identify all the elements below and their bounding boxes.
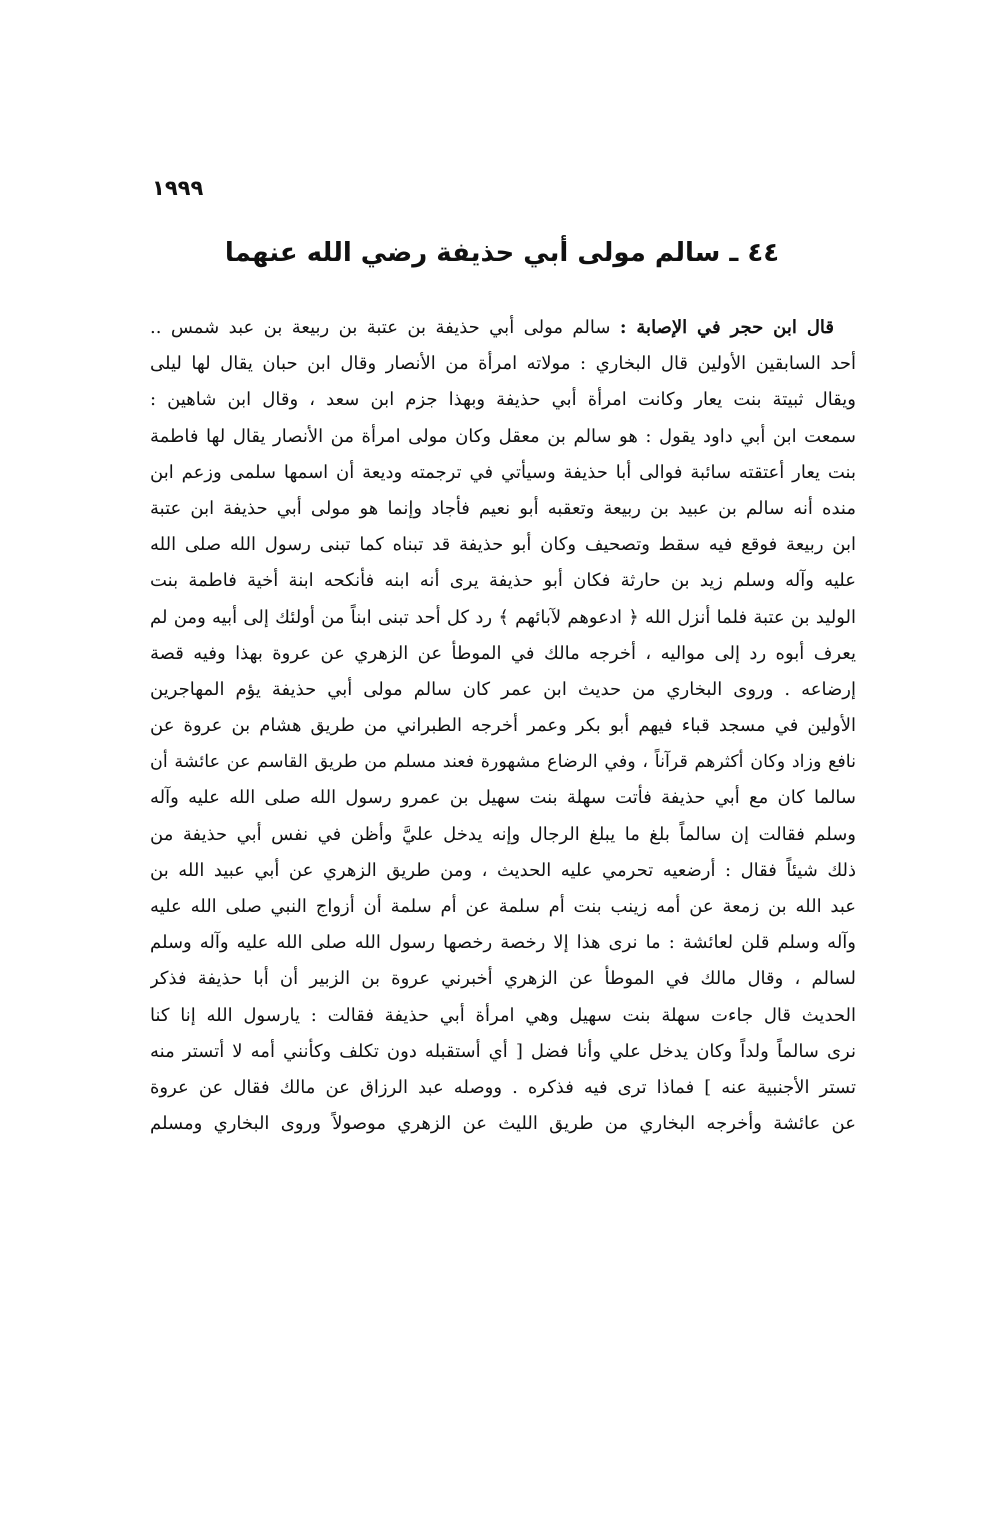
text-line: عبد الله بن زمعة عن أمه زينب بنت أم سلمة عن أم سلمة أن أزواج النبي صلى الله عليه bbox=[150, 896, 856, 917]
text-line: عن عائشة وأخرجه البخاري من طريق الليث عن الزهري موصولاً وروى البخاري ومسلم bbox=[150, 1113, 856, 1135]
citation-lead: قال ابن حجر في الإصابة : bbox=[619, 317, 834, 338]
text-line: قال ابن حجر في الإصابة : سالم مولى أبي حذيفة بن عتبة بن ربيعة بن عبد شمس .. bbox=[150, 317, 834, 338]
text-line: سمعت ابن أبي داود يقول : هو سالم بن معقل وكان مولى امرأة من الأنصار يقال لها فاطمة bbox=[150, 425, 856, 447]
text-line: نافع وزاد وكان أكثرهم قرآناً ، وفي الرضاع مشهورة فعند مسلم من طريق القاسم عن عائشة أن bbox=[150, 752, 856, 773]
text-line: نرى سالماً ولداً وكان يدخل علي وأنا فضل [ أي أستقبله دون تكلف وكأنني أمه لا أتستر منه bbox=[150, 1040, 856, 1062]
text-line: يعرف أبوه رد إلى مواليه ، أخرجه مالك في الموطأ عن الزهري عن عروة بهذا وفيه قصة bbox=[150, 642, 856, 664]
text-line: لسالم ، وقال مالك في الموطأ عن الزهري أخبرني عروة بن الزبير أن أبا حذيفة فذكر bbox=[150, 968, 856, 990]
page-number: ١٩٩٩ bbox=[152, 176, 204, 200]
text-line: بنت يعار أعتقته سائبة فوالى أبا حذيفة وسيأتي في ترجمته وديعة أن اسمها سلمى وزعم ابن bbox=[150, 461, 856, 483]
text-line: إرضاعه . وروى البخاري من حديث ابن عمر كان سالم مولى أبي حذيفة يؤم المهاجرين bbox=[150, 678, 856, 700]
chapter-title: ٤٤ ـ سالم مولى أبي حذيفة رضي الله عنهما bbox=[224, 238, 780, 268]
text-line: الحديث قال جاءت سهلة بنت سهيل وهي امرأة أبي حذيفة فقالت : يارسول الله إنا كنا bbox=[150, 1004, 856, 1026]
text-line: الأولين في مسجد قباء فيهم أبو بكر وعمر أخرجه الطبراني من طريق هشام بن عروة عن bbox=[150, 715, 856, 737]
text-line: وسلم فقالت إن سالماً بلغ ما يبلغ الرجال وإنه يدخل عليَّ وأظن في نفس أبي حذيفة من bbox=[150, 823, 856, 845]
text-line: ويقال ثبيتة بنت يعار وكانت امرأة أبي حذيفة وبهذا جزم ابن سعد ، وقال ابن شاهين : bbox=[150, 389, 856, 411]
text-line: تستر الأجنبية عنه ] فماذا ترى فيه فذكره . ووصله عبد الرزاق عن مالك فقال عن عروة bbox=[150, 1076, 856, 1098]
text-line: منده أنه سالم بن عبيد بن ربيعة وتعقبه أبو نعيم فأجاد وإنما هو مولى أبي حذيفة ابن عتبة bbox=[150, 497, 856, 519]
body-text bbox=[150, 310, 856, 1142]
text-line: الوليد بن عتبة فلما أنزل الله ﴿ ادعوهم لآبائهم ﴾ رد كل أحد تبنى ابناً من أولئك إلى أبيه ومن لم bbox=[150, 606, 856, 628]
text-line: ذلك شيئاً فقال : أرضعيه تحرمي عليه الحديث ، ومن طريق الزهري عن أبي عبيد الله بن bbox=[150, 859, 856, 881]
text-line: سالما كان مع أبي حذيفة فأتت سهلة بنت سهيل بن عمرو رسول الله صلى الله عليه وآله bbox=[150, 787, 856, 809]
text-line: أحد السابقين الأولين قال البخاري : مولاته امرأة من الأنصار وقال ابن حبان يقال لها ليلى bbox=[150, 353, 856, 375]
text-line: عليه وآله وسلم زيد بن حارثة فكان أبو حذيفة يرى أنه ابنه فأنكحه ابنة أخية فاطمة بنت bbox=[150, 570, 856, 592]
text-line: ابن ربيعة فوقع فيه سقط وتصحيف وكان أبو حذيفة قد تبناه كما تبنى رسول الله صلى الله bbox=[150, 534, 856, 556]
text-line: وآله وسلم قلن لعائشة : ما نرى هذا إلا رخصة رخصها رسول الله صلى الله عليه وآله وسلم bbox=[150, 932, 856, 954]
